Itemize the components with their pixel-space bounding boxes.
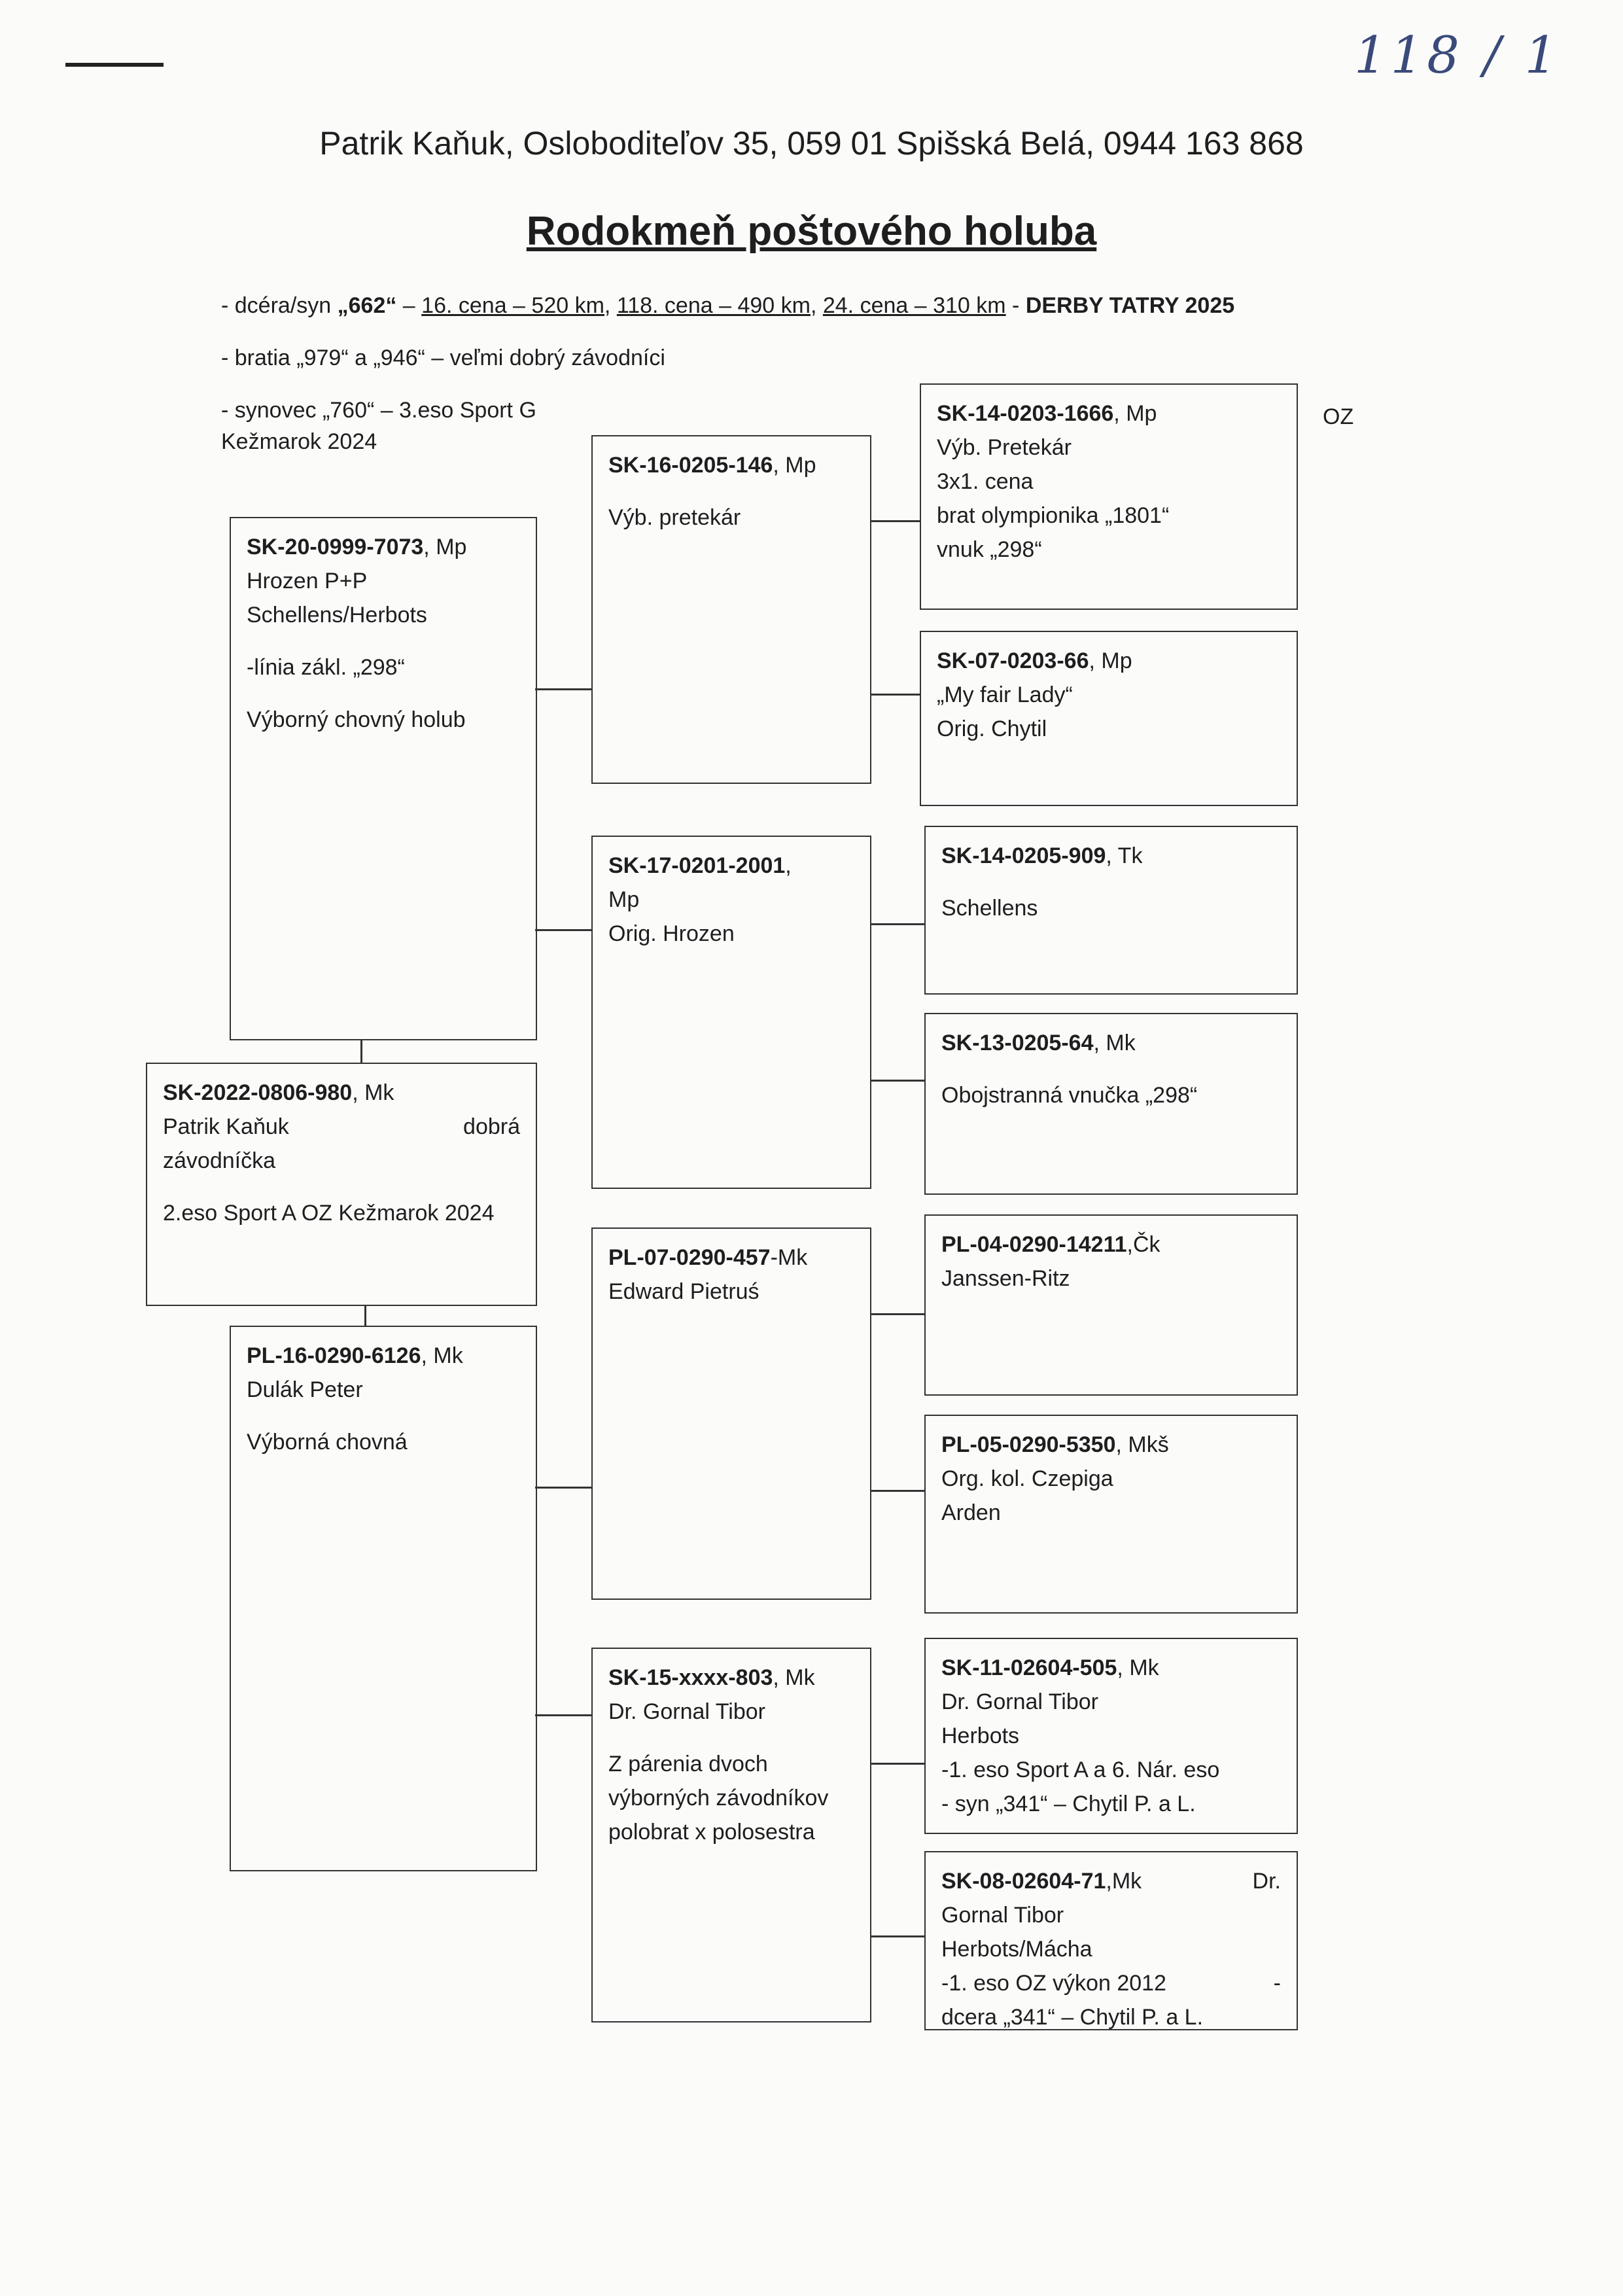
connector <box>871 694 920 696</box>
connector <box>535 688 593 690</box>
connector <box>535 929 593 931</box>
pigeon-dsd: PL-05-0290-5350, Mkš Org. kol. Czepiga Arden <box>924 1415 1298 1614</box>
pigeon-dam-dam: SK-15-xxxx-803, Mk Dr. Gornal Tibor Z párenia dvoch výborných závodníkov polobrat x polosestra <box>591 1648 871 2022</box>
connector <box>535 1487 593 1489</box>
connector <box>871 1935 926 1937</box>
connector <box>871 1313 926 1315</box>
pigeon-sire: SK-20-0999-7073, Mp Hrozen P+P Schellens/Herbots -línia zákl. „298“ Výborný chovný holub <box>230 517 537 1040</box>
note-line-1: - dcéra/syn „662“ – 16. cena – 520 km, 118. cena – 490 km, 24. cena – 310 km - DERBY TATRY 2025 <box>221 293 1235 318</box>
connector <box>871 1490 926 1492</box>
pigeon-dss: PL-04-0290-14211,Čk Janssen-Ritz <box>924 1214 1298 1396</box>
pigeon-sire-sire: SK-16-0205-146, Mp Výb. pretekár <box>591 435 871 784</box>
pigeon-dam: PL-16-0290-6126, Mk Dulák Peter Výborná chovná <box>230 1326 537 1871</box>
pigeon-ssd: SK-07-0203-66, Mp „My fair Lady“ Orig. Chytil <box>920 631 1298 806</box>
note-line-3a: - synovec „760“ – 3.eso Sport G <box>221 398 536 423</box>
connector <box>871 520 920 522</box>
pigeon-sdd: SK-13-0205-64, Mk Obojstranná vnučka „298“ <box>924 1013 1298 1195</box>
pigeon-sss: SK-14-0203-1666, Mp Výb. Pretekár 3x1. cena brat olympionika „1801“ vnuk „298“ <box>920 383 1298 610</box>
connector <box>871 1763 926 1765</box>
corner-mark <box>65 63 164 67</box>
connector <box>364 1305 366 1327</box>
note-line-2: - bratia „979“ a „946“ – veľmi dobrý závodníci <box>221 345 665 370</box>
connector <box>871 1080 926 1082</box>
pigeon-ddd: SK-08-02604-71,Mk Dr. Gornal Tibor Herbots/Mácha -1. eso OZ výkon 2012 - dcera „341“ – Chytil P. a L. <box>924 1851 1298 2030</box>
connector <box>360 1039 362 1063</box>
owner-address: Patrik Kaňuk, Osloboditeľov 35, 059 01 Spišská Belá, 0944 163 868 <box>319 125 1304 162</box>
pigeon-sds: SK-14-0205-909, Tk Schellens <box>924 826 1298 995</box>
pigeon-dam-sire: PL-07-0290-457-Mk Edward Pietruś <box>591 1227 871 1600</box>
note-line-3b: Kežmarok 2024 <box>221 429 377 454</box>
pigeon-dds: SK-11-02604-505, Mk Dr. Gornal Tibor Herbots -1. eso Sport A a 6. Nár. eso - syn „341“ – Chytil P. a L. <box>924 1638 1298 1834</box>
handwritten-number: 118 / 1 <box>1354 26 1562 85</box>
connector <box>871 923 926 925</box>
document-title: Rodokmeň poštového holuba <box>526 209 1097 254</box>
connector <box>535 1714 593 1716</box>
pigeon-subject: SK-2022-0806-980, Mk Patrik Kaňuk dobrá závodníčka 2.eso Sport A OZ Kežmarok 2024 <box>146 1063 537 1306</box>
oz-label: OZ <box>1323 404 1354 429</box>
pigeon-sire-dam: SK-17-0201-2001, Mp Orig. Hrozen <box>591 836 871 1189</box>
